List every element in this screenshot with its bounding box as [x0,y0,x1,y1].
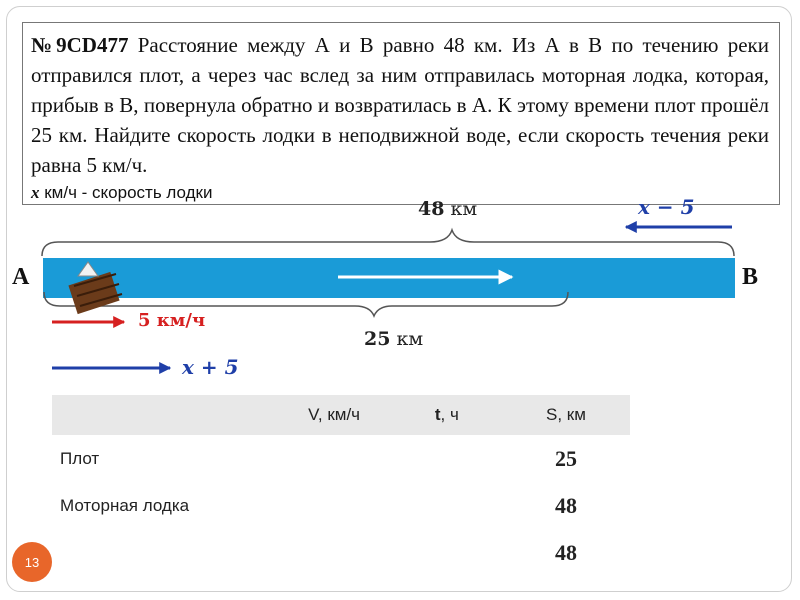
row-name [52,529,276,576]
header-cell-speed: V, км/ч [276,395,391,435]
row-time [392,529,502,576]
row-speed [276,529,391,576]
row-time [392,482,502,529]
raft-distance-label: 25 км [364,328,424,350]
brace-raft-distance [44,292,568,316]
point-a-label: A [12,264,30,290]
point-b-label: B [742,264,759,290]
brace-total-distance [42,230,734,256]
header-cell-time: t, ч [392,395,502,435]
row-speed [276,435,391,482]
problem-number: №9CD477 [31,33,129,57]
total-distance-label: 48 км [418,198,478,220]
current-speed-label: 5 км/ч [138,310,206,331]
downstream-speed-label: x + 5 [182,355,239,379]
variable-description: км/ч - скорость лодки [39,183,213,202]
row-distance: 48 [554,539,577,565]
row-name: Плот [60,448,100,468]
row-name: Моторная лодка [60,495,190,515]
row-distance: 48 [554,492,577,518]
header-cell-name [52,395,276,435]
row-speed [276,482,391,529]
table-row [52,435,630,482]
page-number-badge: 13 [12,542,52,582]
table-row [52,482,630,529]
upstream-speed-label: x − 5 [638,195,695,219]
row-time [392,435,502,482]
data-table [52,395,630,576]
table-header-row [52,395,630,435]
problem-text: Расстояние между А и В равно 48 км. Из А в В по течению реки отправился плот, а через час вслед за ним отправилась моторная лодка, которая, прибыв в В, повернула обратно и возвратилась в А. К этому времени плот прошёл 25 км. Найдите скорость лодки в неподвижной воде, если скорость течения реки равна 5 км/ч. [31,33,769,177]
table-row [52,529,630,576]
row-distance: 25 [554,445,577,471]
variable-x: x [31,183,40,202]
header-cell-distance: S, км [502,395,630,435]
